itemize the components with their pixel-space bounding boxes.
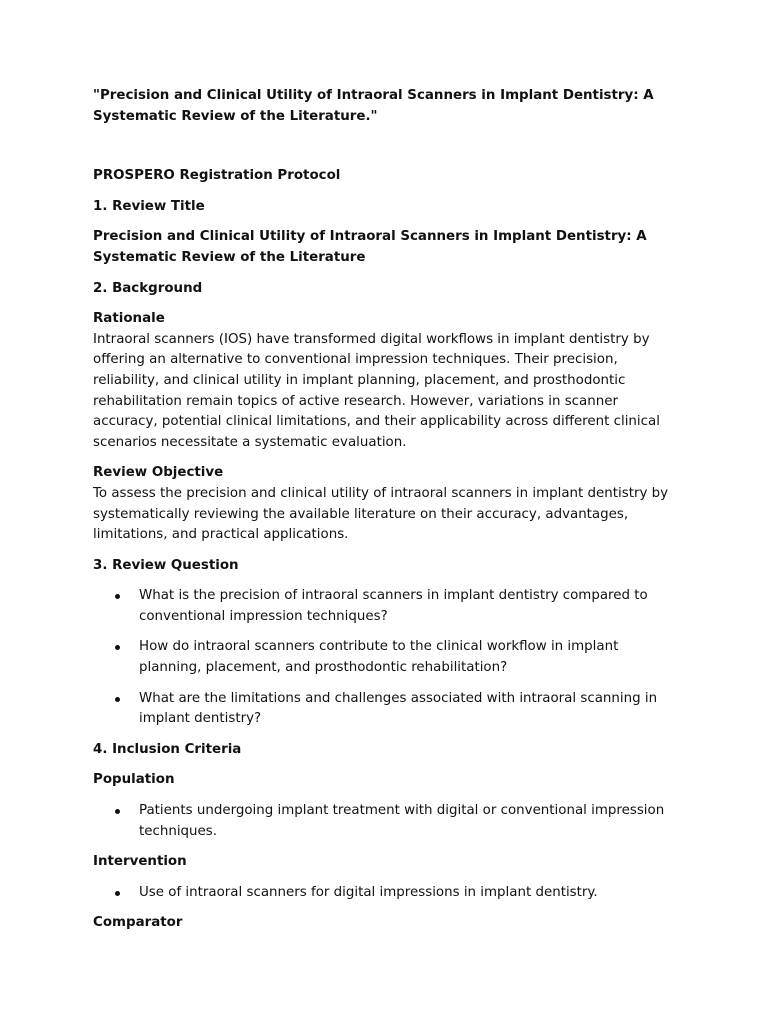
section-3-heading: 3. Review Question	[93, 557, 239, 573]
section-2-heading: 2. Background	[93, 280, 203, 296]
list-item	[93, 883, 673, 904]
document-title: "Precision and Clinical Utility of Intraoral Scanners in Implant Dentistry: A Systematic Review of the Literature."	[93, 88, 654, 124]
list-item-text: What is the precision of intraoral scanners in implant dentistry compared to conventional impression techniques?	[139, 588, 648, 624]
comparator-heading: Comparator	[93, 915, 183, 931]
list-item-text: How do intraoral scanners contribute to the clinical workflow in implant planning, placement, and prosthodontic rehabilitation?	[139, 639, 619, 676]
rationale-paragraph: Intraoral scanners (IOS) have transformed digital workflows in implant dentistry by offering an alternative to conventional impression techniques. Their precision, reliability, and clinical utility in implant planning, placement, and prosthodontic rehabilitation remain topics of active research. However, variations in scanner accuracy, potential clinical limitations, and their applicability across different clinical scenarios necessitate a systematic evaluation.	[93, 331, 660, 450]
list-item	[93, 637, 673, 678]
review-title-text: Precision and Clinical Utility of Intraoral Scanners in Implant Dentistry: A Systematic Review of the Literature	[93, 229, 647, 265]
list-item	[93, 689, 673, 730]
bullet-icon	[115, 594, 120, 599]
list-item-text: Use of intraoral scanners for digital impressions in implant dentistry.	[139, 884, 598, 900]
population-list	[93, 801, 673, 842]
bullet-icon	[115, 891, 120, 896]
objective-paragraph: To assess the precision and clinical utility of intraoral scanners in implant dentistry by systematically reviewing the available literature on their accuracy, advantages, limitations, and practical applications.	[93, 485, 669, 543]
list-item-text: Patients undergoing implant treatment with digital or conventional impression techniques.	[139, 803, 665, 839]
list-item	[93, 801, 673, 842]
intervention-list	[93, 883, 673, 904]
document-page	[93, 86, 673, 934]
intervention-heading: Intervention	[93, 854, 187, 870]
objective-heading: Review Objective	[93, 465, 224, 481]
review-questions-list	[93, 586, 673, 730]
section-1-heading: 1. Review Title	[93, 198, 205, 214]
bullet-icon	[115, 809, 120, 814]
section-4-heading: 4. Inclusion Criteria	[93, 741, 242, 757]
bullet-icon	[115, 697, 120, 702]
list-item	[93, 586, 673, 627]
population-heading: Population	[93, 772, 175, 788]
rationale-heading: Rationale	[93, 311, 165, 327]
bullet-icon	[115, 645, 120, 650]
list-item-text: What are the limitations and challenges associated with intraoral scanning in implant dentistry?	[139, 690, 658, 727]
protocol-heading: PROSPERO Registration Protocol	[93, 168, 341, 184]
